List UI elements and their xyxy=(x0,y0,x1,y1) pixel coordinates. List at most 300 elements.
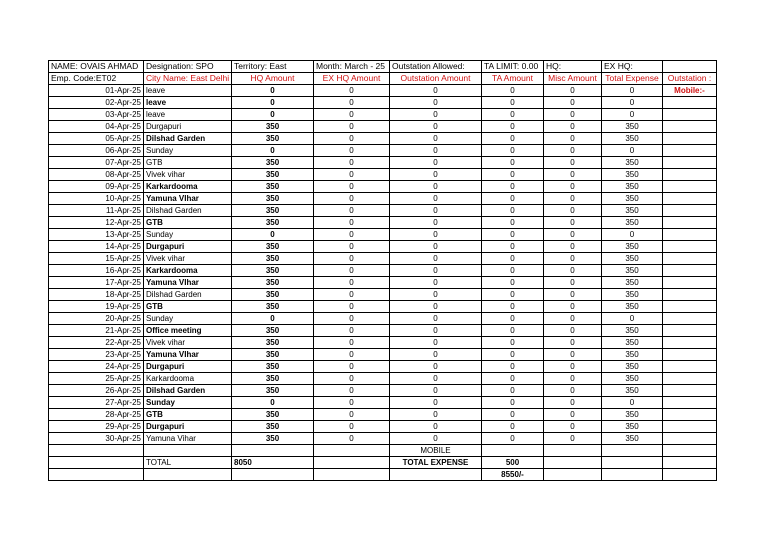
misc-amount-cell: 0 xyxy=(544,265,602,277)
outstation-cell xyxy=(663,181,717,193)
total-expense-cell: 350 xyxy=(602,373,663,385)
col-misc-amount: Misc Amount xyxy=(544,73,602,85)
misc-amount-cell: 0 xyxy=(544,289,602,301)
total-expense-cell: 350 xyxy=(602,433,663,445)
total-row xyxy=(49,457,717,469)
date-cell: 19-Apr-25 xyxy=(49,301,144,313)
hq-amount-cell: 0 xyxy=(232,85,314,97)
total-expense-cell: 350 xyxy=(602,361,663,373)
hq-amount-cell: 350 xyxy=(232,181,314,193)
outstation-amount-cell: 0 xyxy=(390,145,482,157)
place-cell: leave xyxy=(144,85,232,97)
place-cell: GTB xyxy=(144,157,232,169)
table-row xyxy=(49,229,717,241)
ex-hq-amount-cell: 0 xyxy=(314,409,390,421)
place-cell: Karkardooma xyxy=(144,373,232,385)
table-row xyxy=(49,97,717,109)
total-expense-cell: 350 xyxy=(602,385,663,397)
expense-sheet xyxy=(48,60,717,481)
ta-amount-cell: 0 xyxy=(482,253,544,265)
outstation-amount-cell: 0 xyxy=(390,385,482,397)
date-cell: 08-Apr-25 xyxy=(49,169,144,181)
header-row-1 xyxy=(49,61,717,73)
ex-hq-amount-cell: 0 xyxy=(314,373,390,385)
outstation-amount-cell: 0 xyxy=(390,265,482,277)
hq-amount-cell: 350 xyxy=(232,133,314,145)
place-cell: leave xyxy=(144,109,232,121)
misc-amount-cell: 0 xyxy=(544,397,602,409)
outstation-cell xyxy=(663,385,717,397)
table-row xyxy=(49,109,717,121)
designation: Designation: SPO xyxy=(144,61,232,73)
misc-amount-cell: 0 xyxy=(544,109,602,121)
place-cell: Yamuna VIhar xyxy=(144,277,232,289)
table-row xyxy=(49,301,717,313)
ex-hq-amount-cell: 0 xyxy=(314,349,390,361)
hq-amount-cell: 350 xyxy=(232,337,314,349)
place-cell: Sunday xyxy=(144,397,232,409)
misc-amount-cell: 0 xyxy=(544,313,602,325)
hq-amount-cell: 350 xyxy=(232,433,314,445)
place-cell: Vivek vihar xyxy=(144,337,232,349)
date-cell: 28-Apr-25 xyxy=(49,409,144,421)
ta-amount-cell: 0 xyxy=(482,385,544,397)
ex-hq-amount-cell: 0 xyxy=(314,157,390,169)
outstation-allowed: Outstation Allowed: xyxy=(390,61,482,73)
total-expense-cell: 350 xyxy=(602,169,663,181)
place-cell: Karkardooma xyxy=(144,181,232,193)
ex-hq-amount-cell: 0 xyxy=(314,301,390,313)
total-expense-cell: 350 xyxy=(602,265,663,277)
hq-amount-cell: 350 xyxy=(232,301,314,313)
hq-amount-cell: 350 xyxy=(232,217,314,229)
ta-amount-cell: 0 xyxy=(482,265,544,277)
total-expense-cell: 350 xyxy=(602,241,663,253)
table-row xyxy=(49,133,717,145)
outstation-cell xyxy=(663,109,717,121)
outstation-cell xyxy=(663,349,717,361)
outstation-amount-cell: 0 xyxy=(390,349,482,361)
ex-hq-amount-cell: 0 xyxy=(314,169,390,181)
employee-name: NAME: OVAIS AHMAD xyxy=(49,61,144,73)
misc-amount-cell: 0 xyxy=(544,337,602,349)
misc-amount-cell: 0 xyxy=(544,133,602,145)
place-cell: Sunday xyxy=(144,145,232,157)
total-expense-cell: 350 xyxy=(602,193,663,205)
date-cell: 27-Apr-25 xyxy=(49,397,144,409)
ex-hq-amount-cell: 0 xyxy=(314,121,390,133)
misc-amount-cell: 0 xyxy=(544,85,602,97)
date-cell: 11-Apr-25 xyxy=(49,205,144,217)
total-expense-cell: 0 xyxy=(602,85,663,97)
total-expense-value: 500 xyxy=(482,457,544,469)
place-cell: Dilshad Garden xyxy=(144,133,232,145)
outstation-cell xyxy=(663,217,717,229)
outstation-amount-cell: 0 xyxy=(390,205,482,217)
place-cell: Sunday xyxy=(144,229,232,241)
place-cell: Office meeting xyxy=(144,325,232,337)
table-row xyxy=(49,145,717,157)
misc-amount-cell: 0 xyxy=(544,241,602,253)
total-expense-cell: 350 xyxy=(602,121,663,133)
hq-amount-cell: 350 xyxy=(232,193,314,205)
outstation-amount-cell: 0 xyxy=(390,181,482,193)
ta-amount-cell: 0 xyxy=(482,145,544,157)
place-cell: Vivek vihar xyxy=(144,253,232,265)
territory: Territory: East xyxy=(232,61,314,73)
hq-label: HQ: xyxy=(544,61,602,73)
outstation-amount-cell: 0 xyxy=(390,421,482,433)
hq-amount-cell: 350 xyxy=(232,205,314,217)
hq-amount-cell: 0 xyxy=(232,229,314,241)
ta-amount-cell: 0 xyxy=(482,397,544,409)
place-cell: Durgapuri xyxy=(144,121,232,133)
outstation-amount-cell: 0 xyxy=(390,373,482,385)
place-cell: Yamuna VIhar xyxy=(144,193,232,205)
total-expense-cell: 350 xyxy=(602,181,663,193)
misc-amount-cell: 0 xyxy=(544,361,602,373)
total-expense-cell: 0 xyxy=(602,313,663,325)
table-row xyxy=(49,337,717,349)
ex-hq-amount-cell: 0 xyxy=(314,313,390,325)
table-row xyxy=(49,385,717,397)
ta-amount-cell: 0 xyxy=(482,169,544,181)
header-row-2 xyxy=(49,73,717,85)
mobile-label-cell: Mobile:- xyxy=(663,85,717,97)
ex-hq-amount-cell: 0 xyxy=(314,217,390,229)
date-cell: 21-Apr-25 xyxy=(49,325,144,337)
hq-amount-cell: 350 xyxy=(232,289,314,301)
place-cell: Karkardooma xyxy=(144,265,232,277)
date-cell: 18-Apr-25 xyxy=(49,289,144,301)
outstation-amount-cell: 0 xyxy=(390,193,482,205)
hq-amount-cell: 350 xyxy=(232,361,314,373)
date-cell: 17-Apr-25 xyxy=(49,277,144,289)
misc-amount-cell: 0 xyxy=(544,157,602,169)
ta-amount-cell: 0 xyxy=(482,181,544,193)
ta-amount-cell: 0 xyxy=(482,337,544,349)
date-cell: 16-Apr-25 xyxy=(49,265,144,277)
date-cell: 20-Apr-25 xyxy=(49,313,144,325)
table-row xyxy=(49,169,717,181)
misc-amount-cell: 0 xyxy=(544,373,602,385)
ta-amount-cell: 0 xyxy=(482,241,544,253)
outstation-cell xyxy=(663,157,717,169)
total-expense-cell: 350 xyxy=(602,157,663,169)
ta-amount-cell: 0 xyxy=(482,205,544,217)
outstation-amount-cell: 0 xyxy=(390,289,482,301)
outstation-amount-cell: 0 xyxy=(390,433,482,445)
total-expense-cell: 0 xyxy=(602,97,663,109)
table-row xyxy=(49,217,717,229)
hq-amount-cell: 350 xyxy=(232,157,314,169)
hq-amount-cell: 350 xyxy=(232,349,314,361)
total-expense-cell: 0 xyxy=(602,229,663,241)
table-row xyxy=(49,313,717,325)
date-cell: 30-Apr-25 xyxy=(49,433,144,445)
place-cell: Yamuna Vihar xyxy=(144,433,232,445)
outstation-amount-cell: 0 xyxy=(390,397,482,409)
mobile-row xyxy=(49,445,717,457)
ta-amount-cell: 0 xyxy=(482,349,544,361)
misc-amount-cell: 0 xyxy=(544,181,602,193)
ta-amount-cell: 0 xyxy=(482,301,544,313)
grand-total: 8550/- xyxy=(482,469,544,481)
ex-hq-amount-cell: 0 xyxy=(314,385,390,397)
hq-amount-cell: 350 xyxy=(232,409,314,421)
outstation-amount-cell: 0 xyxy=(390,337,482,349)
total-expense-cell: 0 xyxy=(602,397,663,409)
outstation-amount-cell: 0 xyxy=(390,109,482,121)
outstation-cell xyxy=(663,133,717,145)
outstation-amount-cell: 0 xyxy=(390,241,482,253)
table-row xyxy=(49,409,717,421)
misc-amount-cell: 0 xyxy=(544,97,602,109)
ta-amount-cell: 0 xyxy=(482,373,544,385)
table-row xyxy=(49,265,717,277)
date-cell: 25-Apr-25 xyxy=(49,373,144,385)
misc-amount-cell: 0 xyxy=(544,385,602,397)
table-row xyxy=(49,397,717,409)
ta-amount-cell: 0 xyxy=(482,133,544,145)
date-cell: 12-Apr-25 xyxy=(49,217,144,229)
ta-amount-cell: 0 xyxy=(482,361,544,373)
outstation-cell xyxy=(663,145,717,157)
ta-limit: TA LIMIT: 0.00 xyxy=(482,61,544,73)
date-cell: 26-Apr-25 xyxy=(49,385,144,397)
ex-hq-amount-cell: 0 xyxy=(314,421,390,433)
hq-amount-cell: 350 xyxy=(232,265,314,277)
outstation-cell xyxy=(663,289,717,301)
date-cell: 05-Apr-25 xyxy=(49,133,144,145)
ex-hq-amount-cell: 0 xyxy=(314,133,390,145)
ex-hq-amount-cell: 0 xyxy=(314,253,390,265)
table-row xyxy=(49,205,717,217)
place-cell: Durgapuri xyxy=(144,361,232,373)
total-expense-cell: 350 xyxy=(602,421,663,433)
outstation-cell xyxy=(663,193,717,205)
outstation-amount-cell: 0 xyxy=(390,325,482,337)
outstation-cell xyxy=(663,325,717,337)
date-cell: 04-Apr-25 xyxy=(49,121,144,133)
ex-hq-amount-cell: 0 xyxy=(314,205,390,217)
outstation-amount-cell: 0 xyxy=(390,217,482,229)
mobile-label: MOBILE xyxy=(390,445,482,457)
total-expense-cell: 350 xyxy=(602,349,663,361)
outstation-cell xyxy=(663,121,717,133)
misc-amount-cell: 0 xyxy=(544,217,602,229)
misc-amount-cell: 0 xyxy=(544,145,602,157)
date-cell: 01-Apr-25 xyxy=(49,85,144,97)
misc-amount-cell: 0 xyxy=(544,349,602,361)
outstation-amount-cell: 0 xyxy=(390,133,482,145)
month: Month: March - 25 xyxy=(314,61,390,73)
ex-hq-amount-cell: 0 xyxy=(314,229,390,241)
ta-amount-cell: 0 xyxy=(482,217,544,229)
hq-amount-cell: 0 xyxy=(232,397,314,409)
ex-hq-amount-cell: 0 xyxy=(314,97,390,109)
outstation-amount-cell: 0 xyxy=(390,121,482,133)
date-cell: 07-Apr-25 xyxy=(49,157,144,169)
total-expense-cell: 350 xyxy=(602,133,663,145)
ta-amount-cell: 0 xyxy=(482,421,544,433)
hq-amount-cell: 350 xyxy=(232,169,314,181)
misc-amount-cell: 0 xyxy=(544,253,602,265)
place-cell: Dilshad Garden xyxy=(144,205,232,217)
ex-hq-amount-cell: 0 xyxy=(314,397,390,409)
table-row xyxy=(49,85,717,97)
outstation-cell xyxy=(663,301,717,313)
date-cell: 23-Apr-25 xyxy=(49,349,144,361)
ta-amount-cell: 0 xyxy=(482,97,544,109)
misc-amount-cell: 0 xyxy=(544,193,602,205)
col-total-expense: Total Expense xyxy=(602,73,663,85)
hq-amount-cell: 350 xyxy=(232,373,314,385)
ex-hq-amount-cell: 0 xyxy=(314,325,390,337)
misc-amount-cell: 0 xyxy=(544,277,602,289)
misc-amount-cell: 0 xyxy=(544,169,602,181)
total-label: TOTAL xyxy=(144,457,232,469)
outstation-amount-cell: 0 xyxy=(390,361,482,373)
ex-hq-amount-cell: 0 xyxy=(314,265,390,277)
ex-hq-amount-cell: 0 xyxy=(314,181,390,193)
table-row xyxy=(49,181,717,193)
ta-amount-cell: 0 xyxy=(482,289,544,301)
ex-hq-amount-cell: 0 xyxy=(314,109,390,121)
ta-amount-cell: 0 xyxy=(482,109,544,121)
ex-hq-amount-cell: 0 xyxy=(314,145,390,157)
outstation-cell xyxy=(663,397,717,409)
place-cell: Yamuna VIhar xyxy=(144,349,232,361)
total-expense-cell: 350 xyxy=(602,301,663,313)
col-ta-amount: TA Amount xyxy=(482,73,544,85)
date-cell: 15-Apr-25 xyxy=(49,253,144,265)
col-hq-amount: HQ Amount xyxy=(232,73,314,85)
outstation-amount-cell: 0 xyxy=(390,253,482,265)
outstation-amount-cell: 0 xyxy=(390,301,482,313)
date-cell: 24-Apr-25 xyxy=(49,361,144,373)
outstation-amount-cell: 0 xyxy=(390,229,482,241)
outstation-amount-cell: 0 xyxy=(390,157,482,169)
hq-amount-cell: 350 xyxy=(232,325,314,337)
outstation-amount-cell: 0 xyxy=(390,313,482,325)
col-outstation: Outstation : xyxy=(663,73,717,85)
ex-hq-amount-cell: 0 xyxy=(314,361,390,373)
hq-amount-cell: 350 xyxy=(232,385,314,397)
table-row xyxy=(49,289,717,301)
table-row xyxy=(49,157,717,169)
place-cell: Durgapuri xyxy=(144,241,232,253)
ex-hq-amount-cell: 0 xyxy=(314,337,390,349)
ta-amount-cell: 0 xyxy=(482,409,544,421)
header-blank xyxy=(663,61,717,73)
total-hq: 8050 xyxy=(232,457,314,469)
outstation-cell xyxy=(663,169,717,181)
outstation-amount-cell: 0 xyxy=(390,409,482,421)
total-expense-cell: 350 xyxy=(602,289,663,301)
outstation-amount-cell: 0 xyxy=(390,277,482,289)
outstation-cell xyxy=(663,409,717,421)
place-cell: GTB xyxy=(144,301,232,313)
hq-amount-cell: 350 xyxy=(232,277,314,289)
date-cell: 02-Apr-25 xyxy=(49,97,144,109)
outstation-cell xyxy=(663,229,717,241)
date-cell: 06-Apr-25 xyxy=(49,145,144,157)
date-cell: 13-Apr-25 xyxy=(49,229,144,241)
hq-amount-cell: 350 xyxy=(232,121,314,133)
ta-amount-cell: 0 xyxy=(482,85,544,97)
table-row xyxy=(49,241,717,253)
outstation-cell xyxy=(663,337,717,349)
outstation-cell xyxy=(663,97,717,109)
table-row xyxy=(49,433,717,445)
outstation-cell xyxy=(663,313,717,325)
city-name: City Name: East Delhi xyxy=(144,73,232,85)
misc-amount-cell: 0 xyxy=(544,433,602,445)
table-row xyxy=(49,325,717,337)
total-expense-cell: 350 xyxy=(602,337,663,349)
date-cell: 14-Apr-25 xyxy=(49,241,144,253)
ex-hq-amount-cell: 0 xyxy=(314,193,390,205)
date-cell: 29-Apr-25 xyxy=(49,421,144,433)
hq-amount-cell: 0 xyxy=(232,97,314,109)
outstation-cell xyxy=(663,361,717,373)
table-row xyxy=(49,349,717,361)
hq-amount-cell: 350 xyxy=(232,421,314,433)
total-expense-cell: 350 xyxy=(602,205,663,217)
total-expense-cell: 350 xyxy=(602,277,663,289)
place-cell: Sunday xyxy=(144,313,232,325)
place-cell: leave xyxy=(144,97,232,109)
place-cell: GTB xyxy=(144,409,232,421)
employee-code: Emp. Code:ET02 xyxy=(49,73,144,85)
outstation-cell xyxy=(663,433,717,445)
place-cell: Vivek vihar xyxy=(144,169,232,181)
outstation-amount-cell: 0 xyxy=(390,85,482,97)
outstation-cell xyxy=(663,421,717,433)
ta-amount-cell: 0 xyxy=(482,313,544,325)
table-row xyxy=(49,421,717,433)
ex-hq-amount-cell: 0 xyxy=(314,433,390,445)
table-row xyxy=(49,121,717,133)
outstation-cell xyxy=(663,253,717,265)
hq-amount-cell: 0 xyxy=(232,109,314,121)
outstation-amount-cell: 0 xyxy=(390,97,482,109)
ta-amount-cell: 0 xyxy=(482,121,544,133)
hq-amount-cell: 0 xyxy=(232,313,314,325)
place-cell: Durgapuri xyxy=(144,421,232,433)
grand-total-row xyxy=(49,469,717,481)
misc-amount-cell: 0 xyxy=(544,409,602,421)
misc-amount-cell: 0 xyxy=(544,205,602,217)
table-row xyxy=(49,193,717,205)
misc-amount-cell: 0 xyxy=(544,301,602,313)
total-expense-label: TOTAL EXPENSE xyxy=(390,457,482,469)
ta-amount-cell: 0 xyxy=(482,193,544,205)
misc-amount-cell: 0 xyxy=(544,325,602,337)
place-cell: Dilshad Garden xyxy=(144,385,232,397)
outstation-cell xyxy=(663,277,717,289)
table-row xyxy=(49,253,717,265)
ex-hq-amount-cell: 0 xyxy=(314,241,390,253)
ex-hq-amount-cell: 0 xyxy=(314,85,390,97)
ta-amount-cell: 0 xyxy=(482,157,544,169)
ex-hq-amount-cell: 0 xyxy=(314,277,390,289)
ta-amount-cell: 0 xyxy=(482,229,544,241)
hq-amount-cell: 0 xyxy=(232,145,314,157)
total-expense-cell: 0 xyxy=(602,109,663,121)
misc-amount-cell: 0 xyxy=(544,229,602,241)
